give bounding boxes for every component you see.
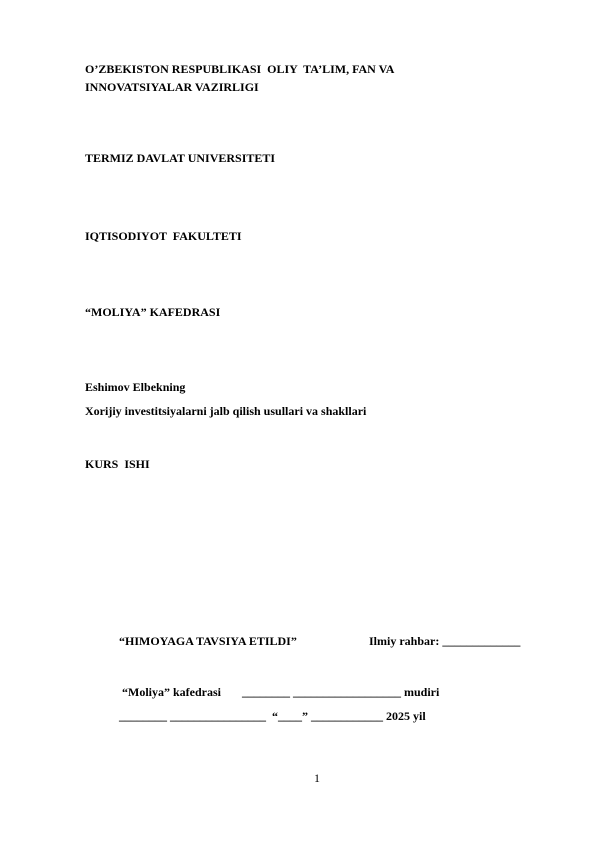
work-topic: Xorijiy investitsiyalarni jalb qilish usullari va shakllari [85,404,367,418]
page-number: 1 [314,771,320,785]
department-name: “MOLIYA” KAFEDRASI [85,305,221,319]
ministry-line-1: O’ZBEKISTON RESPUBLIKASI OLIY TA’LIM, FAN VA [85,62,395,76]
university-name: TERMIZ DAVLAT UNIVERSITETI [85,151,276,165]
supervisor-signature-line: Ilmiy rahbar: _____________ [369,634,521,648]
author-name: Eshimov Elbekning [85,380,186,394]
signature-date-line: ________ ________________ “____” ____________ 2025 yil [119,709,426,723]
department-head-line: “Moliya” kafedrasi ________ __________________ mudiri [119,685,440,699]
defense-recommendation: “HIMOYAGA TAVSIYA ETILDI” [119,634,297,648]
ministry-line-2: INNOVATSIYALAR VAZIRLIGI [85,80,259,94]
faculty-name: IQTISODIYOT FAKULTETI [85,229,242,243]
work-type: KURS ISHI [85,457,150,471]
